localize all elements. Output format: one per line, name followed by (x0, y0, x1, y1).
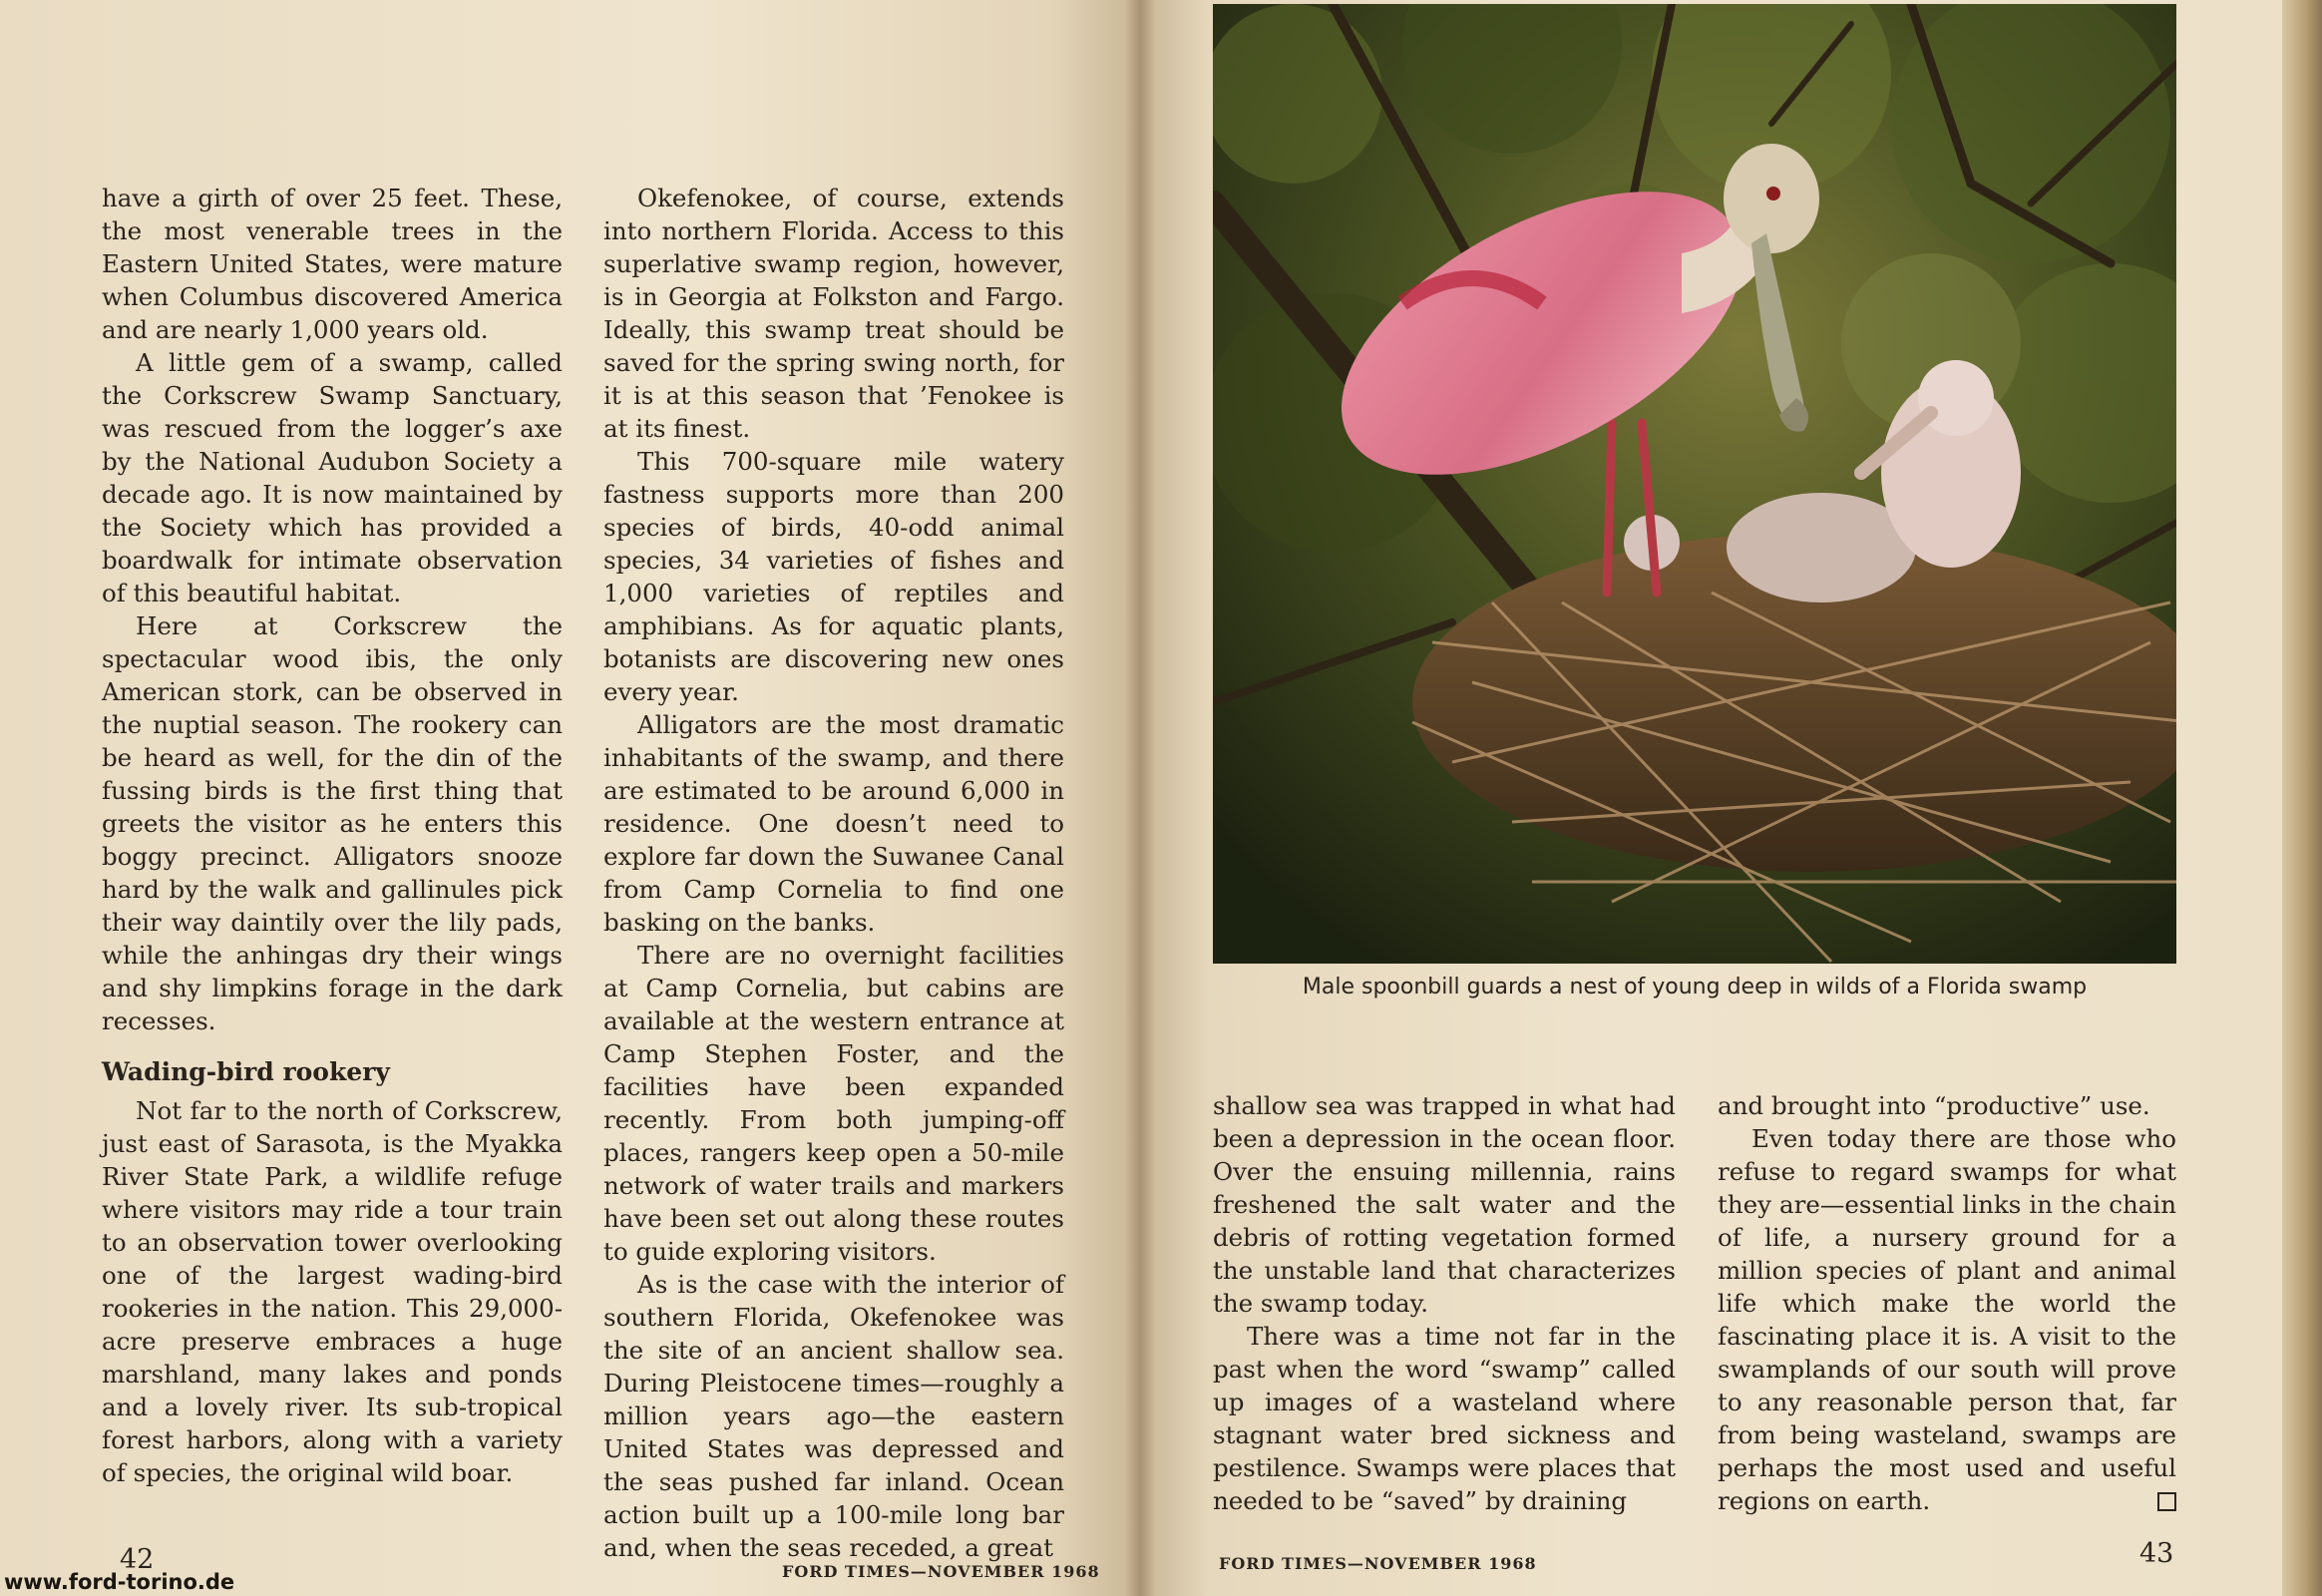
left-column-2 (603, 182, 1064, 1564)
photo-caption: Male spoonbill guards a nest of young deep in wilds of a Florida swamp (1302, 975, 2088, 999)
paragraph: There are no overnight facilities at Camp Cornelia, but cabins are available at the western entrance at Camp Stephen Foster, and the facilities have been expanded recently. From both jumping-off places, rangers keep open a 50-mile network of water trails and markers have been set out along these routes to guide exploring visitors. (603, 941, 1064, 1266)
paragraph: Here at Corkscrew the spectacular wood ibis, the only American stork, can be observed in the nuptial season. The rookery can be heard as well, for the din of the fussing birds is the first thing that greets the visitor as he enters this boggy precinct. Alligators snooze hard by the walk and gallinules pick their way daintily over the lily pads, while the anhingas dry their wings and shy limpkins forage in the dark recesses. (102, 611, 563, 1035)
section-heading: Wading-bird rookery (102, 1057, 390, 1086)
running-footer: FORD TIMES—NOVEMBER 1968 (1219, 1554, 1537, 1573)
end-mark-icon (2157, 1492, 2176, 1511)
spoonbill-photo (1213, 4, 2176, 964)
paragraph: Not far to the north of Corkscrew, just east of Sarasota, is the Myakka River State Park, a wildlife refuge where visitors may ride a tour train to an observation tower overlooking one of the largest wading-bird rookeries in the nation. This 29,000-acre preserve embraces a huge marshland, many lakes and ponds and a lovely river. Its sub-tropical forest harbors, along with a variety of species, the original wild boar. (102, 1096, 563, 1487)
watermark: www.ford-torino.de (4, 1570, 235, 1594)
page-gutter (1125, 0, 1155, 1596)
paragraph: and brought into “productive” use. (1718, 1091, 2150, 1120)
right-column-1 (1213, 1089, 1676, 1517)
paragraph (1718, 1122, 2176, 1517)
right-column-2 (1718, 1089, 2176, 1517)
running-footer: FORD TIMES—NOVEMBER 1968 (782, 1562, 1100, 1581)
paragraph: A little gem of a swamp, called the Corkscrew Swamp Sanctuary, was rescued from the logger’s axe by the National Audubon Society a decade ago. It is now maintained by the Society which has provided a boardwalk for intimate observation of this beautiful habitat. (102, 348, 563, 607)
page-number: 42 (120, 1544, 155, 1575)
paragraph: This 700-square mile watery fastness supports more than 200 species of birds, 40-odd animal species, 34 varieties of fishes and 1,000 varieties of reptiles and amphibians. As for aquatic plants, botanists are discovering new ones every year. (603, 447, 1064, 706)
paragraph: There was a time not far in the past when the word “swamp” called up images of a wasteland where stagnant water bred sickness and pestilence. Swamps were places that needed to be “saved” by draining (1213, 1322, 1676, 1515)
paragraph: As is the case with the interior of southern Florida, Okefenokee was the site of an ancient shallow sea. During Pleistocene times—roughly a million years ago—the eastern United States was depressed and the seas pushed far inland. Ocean action built up a 100-mile long bar and, when the seas receded, a great (603, 1270, 1064, 1562)
page-number: 43 (2139, 1538, 2174, 1569)
left-column-1 (102, 182, 563, 1489)
paragraph-text: Even today there are those who refuse to regard swamps for what they are—essential links in the chain of life, a nursery ground for a million species of plant and animal life which make the world the fascinating place it is. A visit to the swamplands of our south will prove to any reasonable person that, far from being wasteland, swamps are perhaps the most used and useful regions on earth. (1718, 1124, 2176, 1515)
paragraph: have a girth of over 25 feet. These, the most venerable trees in the Eastern United States, were mature when Columbus discovered America and are nearly 1,000 years old. (102, 184, 563, 344)
paragraph: Okefenokee, of course, extends into northern Florida. Access to this superlative swamp region, however, is in Georgia at Folkston and Fargo. Ideally, this swamp treat should be saved for the spring swing north, for it is at this season that ’Fenokee is at its finest. (603, 184, 1064, 443)
spoonbill-illustration (1213, 4, 2176, 964)
paragraph: Alligators are the most dramatic inhabitants of the swamp, and there are estimated to be around 6,000 in residence. One doesn’t need to explore far down the Suwanee Canal from Camp Cornelia to find one basking on the banks. (603, 710, 1064, 937)
page-edge (2282, 0, 2322, 1596)
paragraph: shallow sea was trapped in what had been a depression in the ocean floor. Over the ensuing millennia, rains freshened the salt water and the debris of rotting vegetation formed the unstable land that characterizes the swamp today. (1213, 1091, 1676, 1318)
